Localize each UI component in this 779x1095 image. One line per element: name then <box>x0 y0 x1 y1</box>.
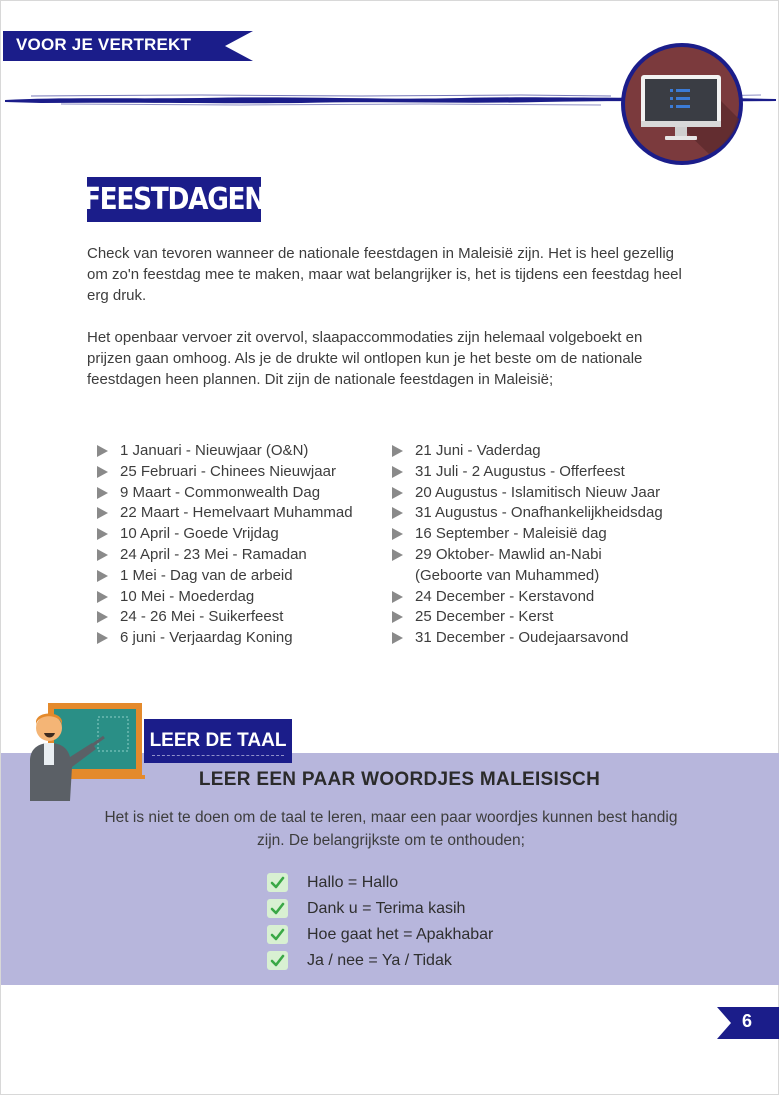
holiday-list-left <box>97 441 353 649</box>
list-item: 25 Februari - Chinees Nieuwjaar <box>97 462 353 483</box>
triangle-bullet-icon <box>97 528 108 540</box>
page-number-tab <box>717 1007 779 1044</box>
triangle-bullet-icon <box>392 611 403 623</box>
list-item: Dank u = Terima kasih <box>267 896 493 922</box>
triangle-bullet-icon <box>97 507 108 519</box>
check-icon <box>267 873 288 892</box>
check-icon <box>267 899 288 918</box>
list-item: 1 Januari - Nieuwjaar (O&N) <box>97 441 353 462</box>
holidays-paragraph-1: Check van tevoren wanneer de nationale feestdagen in Maleisië zijn. Het is heel gezellig om zo'n feestdag mee te maken, maar wat belangrijker is, het is tijdens een feestdag heel erg druk. <box>87 245 682 304</box>
triangle-bullet-icon <box>392 632 403 644</box>
list-item: 25 December - Kerst <box>392 607 663 628</box>
list-item: Hoe gaat het = Apakhabar <box>267 922 493 948</box>
triangle-bullet-icon <box>97 611 108 623</box>
triangle-bullet-icon <box>392 549 403 561</box>
list-item: 20 Augustus - Islamitisch Nieuw Jaar <box>392 483 663 504</box>
language-tag <box>144 719 292 763</box>
language-tag-label: LEER DE TAAL <box>149 730 287 751</box>
holiday-list-right <box>392 441 663 649</box>
list-item: 24 April - 23 Mei - Ramadan <box>97 545 353 566</box>
list-item: 31 December - Oudejaarsavond <box>392 628 663 649</box>
list-item: 10 April - Goede Vrijdag <box>97 524 353 545</box>
check-icon <box>267 951 288 970</box>
triangle-bullet-icon <box>97 591 108 603</box>
list-item: 29 Oktober- Mawlid an-Nabi <box>392 545 663 566</box>
language-heading: LEER EEN PAAR WOORDJES MALEISISCH <box>198 769 601 790</box>
list-item: Ja / nee = Ya / Tidak <box>267 948 493 974</box>
list-item: 1 Mei - Dag van de arbeid <box>97 566 353 587</box>
list-item: 21 Juni - Vaderdag <box>392 441 663 462</box>
list-item: 10 Mei - Moederdag <box>97 587 353 608</box>
triangle-bullet-icon <box>392 591 403 603</box>
triangle-bullet-icon <box>97 445 108 457</box>
triangle-bullet-icon <box>97 632 108 644</box>
list-item: 16 September - Maleisië dag <box>392 524 663 545</box>
triangle-bullet-icon <box>97 570 108 582</box>
triangle-bullet-icon <box>392 487 403 499</box>
triangle-bullet-icon <box>392 445 403 457</box>
list-item: Hallo = Hallo <box>267 870 493 896</box>
check-icon <box>267 925 288 944</box>
list-item-continuation: (Geboorte van Muhammed) <box>415 566 600 584</box>
list-item: 24 December - Kerstavond <box>392 587 663 608</box>
triangle-bullet-icon <box>392 466 403 478</box>
holidays-title-box <box>82 177 266 222</box>
list-item: 9 Maart - Commonwealth Dag <box>97 483 353 504</box>
monitor-list-icon <box>619 41 745 167</box>
phrase-list <box>267 870 493 974</box>
list-item: 24 - 26 Mei - Suikerfeest <box>97 607 353 628</box>
tag-underline <box>152 755 284 757</box>
holidays-title: FEESTDAGEN <box>82 182 266 217</box>
triangle-bullet-icon <box>392 507 403 519</box>
language-intro: Het is niet te doen om de taal te leren, maar een paar woordjes kunnen best handig zijn. De belangrijkste om te onthouden; <box>104 809 678 849</box>
list-item: 31 Augustus - Onafhankelijkheidsdag <box>392 503 663 524</box>
triangle-bullet-icon <box>97 466 108 478</box>
page-number: 6 <box>742 1011 753 1031</box>
list-item: 22 Maart - Hemelvaart Muhammad <box>97 503 353 524</box>
triangle-bullet-icon <box>392 528 403 540</box>
section-label: VOOR JE VERTREKT <box>16 35 192 54</box>
list-item: 31 Juli - 2 Augustus - Offerfeest <box>392 462 663 483</box>
list-item: 6 juni - Verjaardag Koning <box>97 628 353 649</box>
triangle-bullet-icon <box>97 487 108 499</box>
holidays-paragraph-2: Het openbaar vervoer zit overvol, slaapaccommodaties zijn helemaal volgeboekt en prijzen gaan omhoog. Als je de drukte wil ontlopen kun je het beste om de nationale feestdagen heen plannen. Dit zijn de nationale feestdagen in Maleisië; <box>87 329 643 388</box>
triangle-bullet-icon <box>97 549 108 561</box>
section-ribbon <box>3 31 253 61</box>
